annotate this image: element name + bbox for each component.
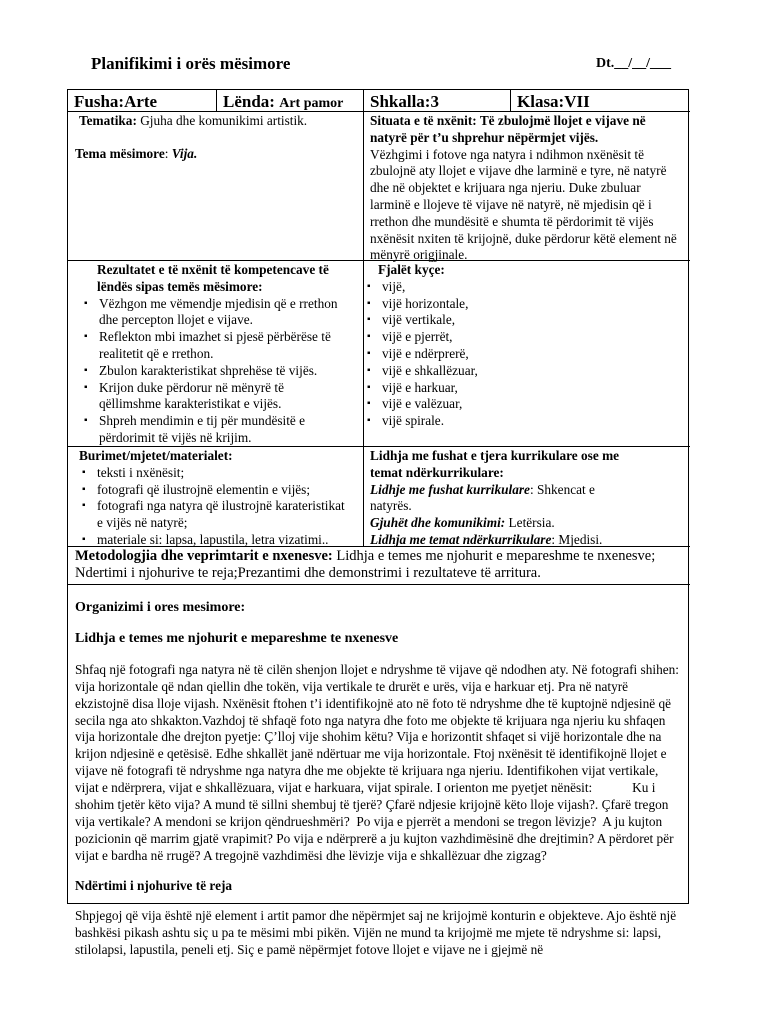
keyword-item: ▪ vijë e valëzuar, <box>361 396 684 413</box>
keyword-item: ▪ vijë, <box>361 279 684 296</box>
outcome-item: ▪ Zbulon karakteristikat shprehëse të vijës. <box>78 363 347 380</box>
outcome-item: ▪ Reflekton mbi imazhet si pjesë përbërëse të realitetit që e rrethon. <box>78 329 347 363</box>
subject-value: Art pamor <box>279 96 344 111</box>
lesson-organization-cell <box>68 584 690 957</box>
prior-knowledge-text: Shfaq një fotografi nga natyra në të cilën shenjon llojet e ndryshme të vijave që ndodhen aty. Në fotografi shihen: vija horizontale që ndan qiellin dhe tokën, vija vertikale te drurët e urës, vija e harkuar etj. Pra në natyrë ekzistojnë disa lloje vijash. Nxënësit ftohen t’i identifikojnë ato në foto të ndryshme dhe të kuptojnë ndjesinë që secila nga ato shkakton.Vazhdoj të shfaqë foto nga natyra dhe foto me objekte të krijuara nga njeriu ku shfaqen vija horizontale dhe drejton pyetje: Ç’lloj vije shohim këtu? Vija e horizontit shfaqet si vijë horizontale dhe na krijon ndjesinë e qetësisë. Edhe shkallët janë ndërtuar me vija horizontale. Ftoj nxënësit të identifikojnë llojet e vijave në fotografi të ndryshme nga natyra dhe me objekte të krijuara nga njeriu. Identifikohen vijat vertikale, vijat e ndërprera, vijat e shkallëzuara, vijat e harkuara, vijat spirale. I orienton me pyetjet nënësit: Ku i shohim tjetër këto vija? A mund të sillni shembuj të tjerë? Çfarë ndjesie krijojnë këto lloje vijash?. Çfarë tregon vija vertikale? A mendoni se krijon qëndrueshmëri? Po vija e pjerrët a mendoni se tregon lëvizje? A ju kujton pozicionin që marrim gjatë vrapimit? Po vija e ndërprerë a ju kujton vazhdimësinë dhe drejtimin? A përdoret për vijat e bardha në rrugë? A tregojnë vazhdimësi dhe lëvizje vija e shkallëzuar dhe zigzag? <box>75 661 683 863</box>
subject-label: Lënda: <box>223 92 275 111</box>
topic-label: Tematika: <box>79 113 137 128</box>
new-knowledge-title: Ndërtimi i njohurive të reja <box>75 877 233 893</box>
learning-situation-cell <box>363 111 690 261</box>
curricular-fields-value: : Shkencat e natyrës. <box>370 481 595 514</box>
methodology-label: Metodologjia dhe veprimtarit e nxenesve: <box>75 548 333 564</box>
lesson-plan-table <box>67 89 689 957</box>
organization-title: Organizimi i ores mesimore: <box>75 600 246 615</box>
learning-situation-text: Vëzhgimi i fotove nga natyra i ndihmon nxënësit të zbulojnë aty llojet e vijave dhe larminë e tyre, në natyrë dhe në objektet e krijuara nga njeriu. Duke zbuluar larminë e llojeve të vijave në natyrë, në mjedisin që i rrethon dhe mundësitë e shumta të përdorimit të vijës nxënësit nxiten të krijojnë, duke përdorur këtë element në mënyrë origjinale. <box>370 146 677 263</box>
keyword-item: ▪ vijë e shkallëzuar, <box>361 363 684 380</box>
lesson-topic-label: Tema mësimore <box>75 145 165 161</box>
keyword-item: ▪ vijë vertikale, <box>361 312 684 329</box>
outcomes-title: Rezultatet e të nxënit të kompetencave të lëndës sipas temës mësimore: <box>97 262 329 294</box>
outcome-item: ▪ Krijon duke përdorur në mënyrë të qëllimshme karakteristikat e vijës. <box>78 380 347 414</box>
field-header: Fusha:Arte <box>74 92 158 111</box>
outcomes-list <box>68 296 347 447</box>
topic-cell <box>68 111 363 261</box>
outcome-item: ▪ Vëzhgon me vëmendje mjedisin që e rrethon dhe percepton llojet e vijave. <box>78 296 347 330</box>
level-header: Shkalla:3 <box>363 90 510 112</box>
resources-cell <box>68 446 363 547</box>
learning-situation-title: Situata e të nxënit: Të zbulojmë llojet e vijave në natyrë për t’u shprehur nëpërmjet vijës. <box>370 113 646 145</box>
prior-knowledge-title: Lidhja e temes me njohurit e mepareshme te nxenesve <box>75 630 399 646</box>
cross-topics-value: : Mjedisi. <box>551 531 603 547</box>
outcomes-cell <box>68 260 363 447</box>
keyword-item: ▪ vijë e ndërprerë, <box>361 346 684 363</box>
keyword-item: ▪ vijë spirale. <box>361 413 684 430</box>
resource-item: ▪ fotografi nga natyra që ilustrojnë karateristikat e vijës në natyrë; <box>76 498 347 532</box>
lesson-topic-separator: : <box>164 145 172 161</box>
date-field: Dt.__/__/___ <box>596 56 672 71</box>
methodology-value: Lidhja e temes me njohurit e mepareshme te nxenesve; Ndertimi i njohurive te reja;Prezantimi dhe demonstrimi i rezultateve të arritura. <box>75 548 656 581</box>
lesson-topic-value: Vija. <box>171 145 198 161</box>
methodology-cell <box>68 546 690 585</box>
cross-curricular-title: Lidhja me fushat e tjera kurrikulare ose me temat ndërkurrikulare: <box>370 448 620 480</box>
resource-item: ▪ teksti i nxënësit; <box>76 465 347 482</box>
keywords-cell <box>363 260 690 447</box>
class-header: Klasa:VII <box>510 90 690 112</box>
resource-item: ▪ fotografi që ilustrojnë elementin e vijës; <box>76 482 347 499</box>
cross-curricular-cell <box>363 446 690 547</box>
cross-topics-label: Lidhja me temat ndërkurrikulare <box>370 531 552 547</box>
resource-item: ▪ materiale si: lapsa, lapustila, letra vizatimi.. <box>76 532 347 549</box>
document-title: Planifikimi i orës mësimore <box>91 54 291 73</box>
keywords-list <box>361 279 684 430</box>
outcome-item: ▪ Shpreh mendimin e tij për mundësitë e përdorimit të vijës në krijim. <box>78 413 347 447</box>
new-knowledge-text: Shpjegoj që vija është një element i artit pamor dhe nëpërmjet saj ne krijojmë konturin e objekteve. Ajo është një bashkësi pikash ashtu siç u pa te mësimi mbi pikën. Vijën ne mund ta krijojmë me mjete të ndryshme si: lapsi, stilolapsi, lapustila, peneli etj. Siç e pamë nëpërmjet fotove llojet e vijave ne i gjejmë në <box>75 908 677 957</box>
subject-header <box>216 90 363 112</box>
topic-value: Gjuha dhe komunikimi artistik. <box>136 113 308 128</box>
language-communication-label: Gjuhët dhe komunikimi: <box>370 515 506 531</box>
language-communication-value: Letërsia. <box>505 515 555 531</box>
keywords-title: Fjalët kyçe: <box>378 262 445 277</box>
curricular-fields-label: Lidhje me fushat kurrikulare <box>370 481 530 497</box>
keyword-item: ▪ vijë horizontale, <box>361 296 684 313</box>
keyword-item: ▪ vijë e harkuar, <box>361 380 684 397</box>
keyword-item: ▪ vijë e pjerrët, <box>361 329 684 346</box>
resources-list <box>68 465 347 549</box>
resources-title: Burimet/mjetet/materialet: <box>79 448 233 463</box>
